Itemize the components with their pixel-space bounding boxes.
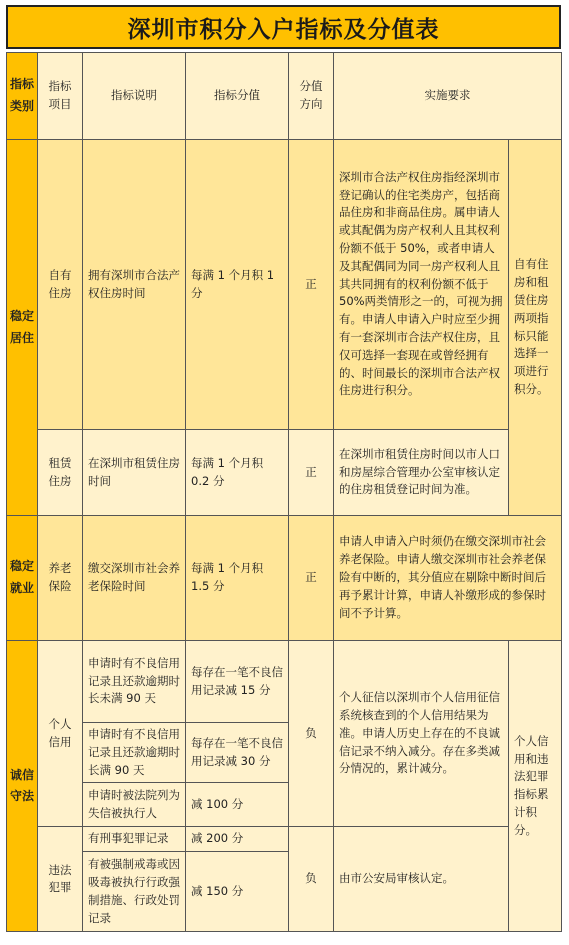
header-category: 指标类别 <box>7 53 38 140</box>
desc-own-housing: 拥有深圳市合法产权住房时间 <box>83 140 186 430</box>
desc-credit-1: 申请时有不良信用记录且还款逾期时长未满 90 天 <box>83 641 186 723</box>
score-credit-2: 每存在一笔不良信用记录减 30 分 <box>186 723 289 783</box>
score-crime-2: 减 150 分 <box>186 852 289 932</box>
req-pension: 申请人申请入户时须仍在缴交深圳市社会养老保险。申请人缴交深圳市社会养老保险有中断的，其分值应在剔除中断时间后再予累计计算，申请人补缴形成的参保时间不予计算。 <box>334 516 562 641</box>
table-row <box>7 140 562 430</box>
direction-crime: 负 <box>289 827 334 932</box>
req-rent-housing: 在深圳市租赁住房时间以市人口和房屋综合管理办公室审核认定的住房租赁登记时间为准。 <box>334 430 509 516</box>
req-own-housing: 深圳市合法产权住房指经深圳市登记确认的住宅类房产，包括商品住房和非商品住房。属申请人或其配偶为房产权利人且其权利份额不低于 50%，或者申请人及其配偶同为同一房产权利人且其共同拥有的权利份额不低于 50%两类情形之一的，可视为拥有。申请人申请入户时应至少拥有一套深圳市合法产权住房，且仅可选择一套现在或曾经拥有的、时间最长的深圳市合法产权住房进行积分。 <box>334 140 509 430</box>
table-row <box>7 430 562 516</box>
header-desc: 指标说明 <box>83 53 186 140</box>
score-credit-1: 每存在一笔不良信用记录减 15 分 <box>186 641 289 723</box>
table-row <box>7 827 562 852</box>
page-title: 深圳市积分入户指标及分值表 <box>6 5 561 49</box>
item-rent-housing: 租赁住房 <box>38 430 83 516</box>
header-score: 指标分值 <box>186 53 289 140</box>
score-pension: 每满 1 个月积 1.5 分 <box>186 516 289 641</box>
item-own-housing: 自有住房 <box>38 140 83 430</box>
req-crime: 由市公安局审核认定。 <box>334 827 509 932</box>
category-stable-job: 稳定就业 <box>7 516 38 641</box>
header-requirement: 实施要求 <box>334 53 562 140</box>
desc-rent-housing: 在深圳市租赁住房时间 <box>83 430 186 516</box>
score-rent-housing: 每满 1 个月积 0.2 分 <box>186 430 289 516</box>
note-housing: 自有住房和租赁住房两项指标只能选择一项进行积分。 <box>509 140 562 516</box>
score-own-housing: 每满 1 个月积 1 分 <box>186 140 289 430</box>
direction-credit: 负 <box>289 641 334 827</box>
table-row <box>7 641 562 723</box>
score-credit-3: 减 100 分 <box>186 783 289 827</box>
req-credit: 个人征信以深圳市个人信用征信系统核查到的个人信用结果为准。申请人历史上存在的不良诚信记录不纳入减分。存在多类减分情况的，累计减分。 <box>334 641 509 827</box>
category-integrity: 诚信守法 <box>7 641 38 932</box>
header-direction: 分值方向 <box>289 53 334 140</box>
direction-rent-housing: 正 <box>289 430 334 516</box>
direction-pension: 正 <box>289 516 334 641</box>
score-crime-1: 减 200 分 <box>186 827 289 852</box>
category-stable-living: 稳定居住 <box>7 140 38 516</box>
item-pension: 养老保险 <box>38 516 83 641</box>
desc-pension: 缴交深圳市社会养老保险时间 <box>83 516 186 641</box>
desc-crime-1: 有刑事犯罪记录 <box>83 827 186 852</box>
header-item: 指标项目 <box>38 53 83 140</box>
item-credit: 个人信用 <box>38 641 83 827</box>
header-row <box>7 53 562 140</box>
item-crime: 违法犯罪 <box>38 827 83 932</box>
note-integrity: 个人信用和违法犯罪指标累计积分。 <box>509 641 562 932</box>
desc-crime-2: 有被强制戒毒或因吸毒被执行行政强制措施、行政处罚记录 <box>83 852 186 932</box>
direction-own-housing: 正 <box>289 140 334 430</box>
score-table <box>6 52 562 932</box>
table-row <box>7 516 562 641</box>
desc-credit-2: 申请时有不良信用记录且还款逾期时长满 90 天 <box>83 723 186 783</box>
desc-credit-3: 申请时被法院列为失信被执行人 <box>83 783 186 827</box>
